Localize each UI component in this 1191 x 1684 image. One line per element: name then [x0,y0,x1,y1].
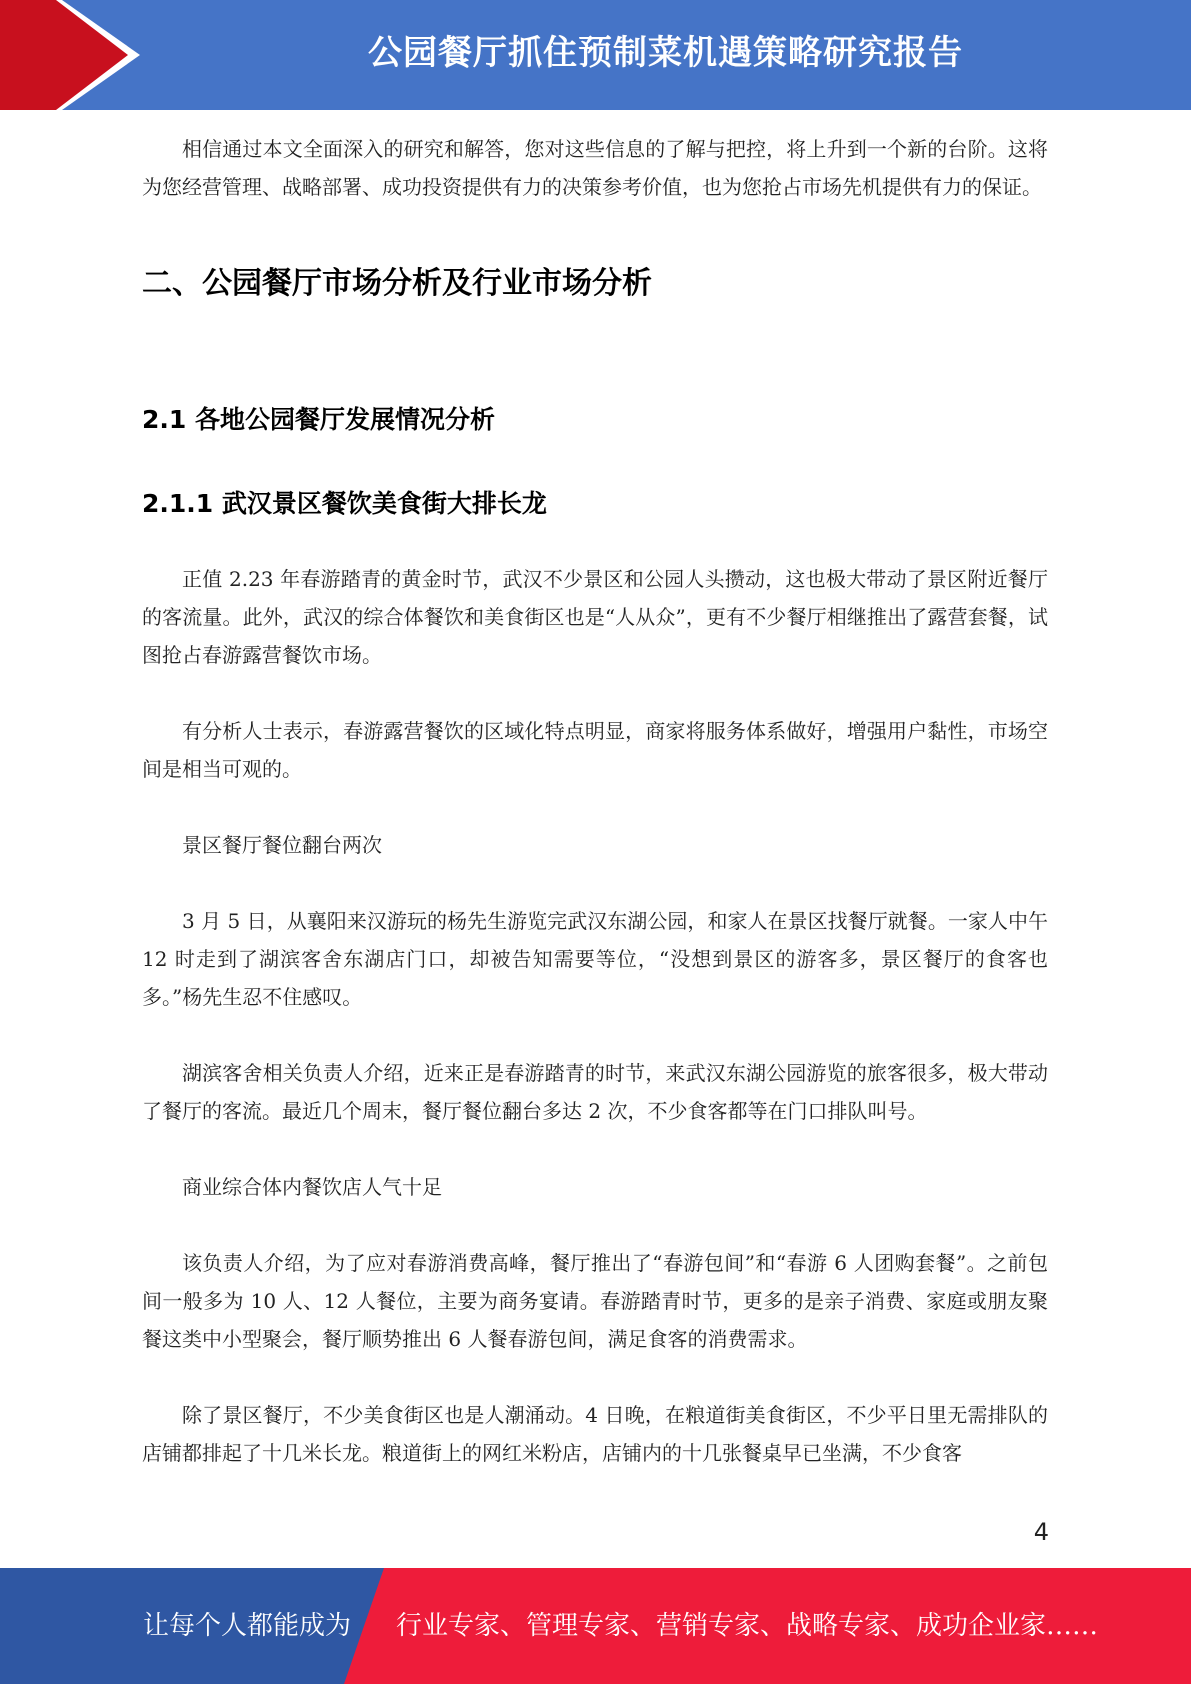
subheading-paragraph: 商业综合体内餐饮店人气十足 [182,1175,442,1199]
body-paragraph: 除了景区餐厅，不少美食街区也是人潮涌动。4 日晚，在粮道街美食街区，不少平日里无需排队的店铺都排起了十几米长龙。粮道街上的网红米粉店，店铺内的十几张餐桌早已坐满，不少食客 [142,1403,1048,1465]
page-number: 4 [1033,1518,1049,1546]
subsubsection-heading: 2.1.1 武汉景区餐饮美食街大排长龙 [142,489,547,518]
intro-paragraph: 相信通过本文全面深入的研究和解答，您对这些信息的了解与把控，将上升到一个新的台阶。这将为您经营管理、战略部署、成功投资提供有力的决策参考价值，也为您抢占市场先机提供有力的保证。 [142,137,1048,199]
body-paragraph: 该负责人介绍，为了应对春游消费高峰，餐厅推出了“春游包间”和“春游 6 人团购套餐”。之前包间一般多为 10 人、12 人餐位，主要为商务宴请。春游踏青时节，更多的是亲子消费、家庭或朋友聚餐这类中小型聚会，餐厅顺势推出 6 人餐春游包间，满足食客的消费需求。 [142,1251,1048,1351]
section-heading: 二、公园餐厅市场分析及行业市场分析 [142,266,652,301]
body-paragraph: 有分析人士表示，春游露营餐饮的区域化特点明显，商家将服务体系做好，增强用户黏性，市场空间是相当可观的。 [142,719,1048,781]
subheading-paragraph: 景区餐厅餐位翻台两次 [182,833,382,857]
page-footer [0,1568,1191,1684]
body-paragraph: 湖滨客舍相关负责人介绍，近来正是春游踏青的时节，来武汉东湖公园游览的旅客很多，极大带动了餐厅的客流。最近几个周末，餐厅餐位翻台多达 2 次，不少食客都等在门口排队叫号。 [142,1061,1048,1123]
subsection-heading: 2.1 各地公园餐厅发展情况分析 [142,405,495,434]
footer-slogan-left: 让每个人都能成为 [143,1611,352,1641]
report-title: 公园餐厅抓住预制菜机遇策略研究报告 [368,33,963,73]
body-paragraph: 正值 2.23 年春游踏青的黄金时节，武汉不少景区和公园人头攒动，这也极大带动了景区附近餐厅的客流量。此外，武汉的综合体餐饮和美食街区也是“人从众”，更有不少餐厅相继推出了露营套餐，试图抢占春游露营餐饮市场。 [142,567,1048,667]
page-header [0,0,1191,110]
footer-slogan-right: 行业专家、管理专家、营销专家、战略专家、成功企业家…… [396,1611,1099,1641]
document-body [142,130,1048,1472]
body-paragraph: 3 月 5 日，从襄阳来汉游玩的杨先生游览完武汉东湖公园，和家人在景区找餐厅就餐。一家人中午 12 时走到了湖滨客舍东湖店门口，却被告知需要等位，“没想到景区的游客多，景区餐厅的食客也多。”杨先生忍不住感叹。 [142,909,1048,1009]
